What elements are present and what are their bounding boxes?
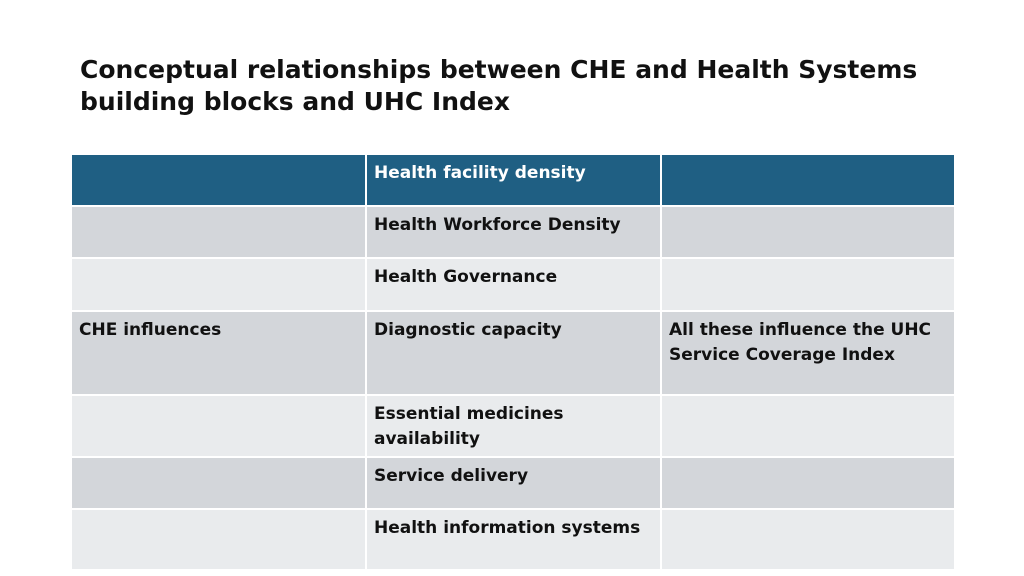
table-cell-che — [71, 154, 366, 206]
table-cell-building-block: Health Workforce Density — [366, 206, 661, 258]
table-cell-uhc — [661, 457, 955, 509]
table-cell-building-block: Diagnostic capacity — [366, 311, 661, 395]
table-cell-uhc — [661, 154, 955, 206]
table-cell-che — [71, 206, 366, 258]
building-blocks-table — [70, 153, 956, 571]
table-row — [71, 457, 955, 509]
table-cell-building-block: Service delivery — [366, 457, 661, 509]
table-row — [71, 509, 955, 570]
table-cell-uhc — [661, 509, 955, 570]
table-cell-building-block: Health facility density — [366, 154, 661, 206]
table-cell-che — [71, 509, 366, 570]
table-cell-che: CHE influences — [71, 311, 366, 395]
table-cell-uhc — [661, 258, 955, 311]
table-cell-che — [71, 457, 366, 509]
table-cell-building-block: Health information systems — [366, 509, 661, 570]
table-row — [71, 395, 955, 457]
table-row — [71, 206, 955, 258]
table-row — [71, 258, 955, 311]
table-row — [71, 311, 955, 395]
slide-title: Conceptual relationships between CHE and Health Systems building blocks and UHC Index — [80, 55, 918, 116]
table-cell-che — [71, 258, 366, 311]
table-cell-building-block: Essential medicines availability — [366, 395, 661, 457]
table-cell-uhc — [661, 395, 955, 457]
table-cell-uhc — [661, 206, 955, 258]
table-cell-uhc: All these influence the UHC Service Coverage Index — [661, 311, 955, 395]
table-cell-che — [71, 395, 366, 457]
table-header-row — [71, 154, 955, 206]
table-cell-building-block: Health Governance — [366, 258, 661, 311]
